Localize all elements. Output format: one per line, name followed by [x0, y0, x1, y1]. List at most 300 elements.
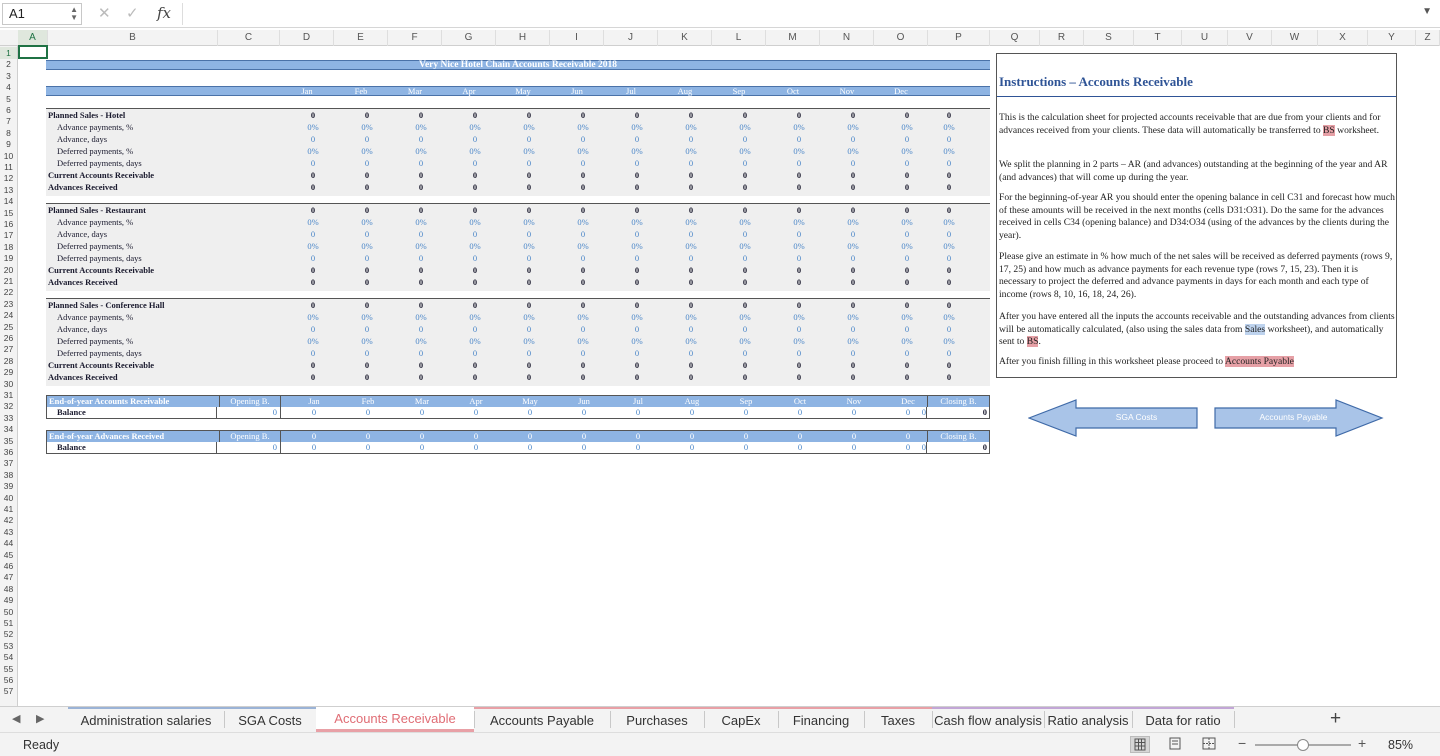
value-cell[interactable]: 0 [580, 348, 586, 358]
value-cell[interactable]: 0 [688, 348, 694, 358]
value-cell[interactable]: 0% [631, 122, 643, 132]
row-header-33[interactable]: 33 [3, 412, 14, 423]
value-cell[interactable]: 0% [361, 217, 373, 227]
value-cell[interactable]: 0 [742, 158, 748, 168]
value-cell[interactable]: 0% [469, 312, 481, 322]
column-header-c[interactable]: C [218, 30, 280, 46]
value-cell[interactable]: 0 [850, 324, 856, 334]
value-cell[interactable]: 0% [943, 217, 955, 227]
ar_table-opening-input[interactable]: 0 [219, 407, 281, 419]
ar_table-balance-cell[interactable]: 0 [581, 407, 587, 417]
column-header-h[interactable]: H [496, 30, 550, 46]
row-header-47[interactable]: 47 [3, 572, 14, 583]
value-cell[interactable]: 0% [631, 217, 643, 227]
row-header-16[interactable]: 16 [3, 219, 14, 229]
value-cell[interactable]: 0 [580, 134, 586, 144]
value-cell[interactable]: 0 [526, 253, 532, 263]
value-cell[interactable]: 0 [364, 253, 370, 263]
adv_table-head-value: 0 [905, 431, 911, 441]
value-cell[interactable]: 0% [739, 336, 751, 346]
ar_table-balance-cell[interactable]: 0 [743, 407, 749, 417]
row-header-2[interactable]: 2 [6, 59, 11, 70]
row-header-22[interactable]: 22 [3, 287, 14, 298]
value-cell[interactable]: 0% [415, 312, 427, 322]
adv_table-balance-cell[interactable]: 0 [905, 442, 911, 452]
value-cell[interactable]: 0% [847, 336, 859, 346]
row-header-25[interactable]: 25 [3, 321, 14, 332]
value-cell[interactable]: 0% [901, 312, 913, 322]
ar_table-balance-cell[interactable]: 0 [311, 407, 317, 417]
value-cell[interactable]: 0 [310, 348, 316, 358]
value-cell[interactable]: 0 [796, 348, 802, 358]
value-cell[interactable]: 0 [634, 229, 640, 239]
column-header-m[interactable]: M [766, 30, 820, 46]
adv_table-dec-cell[interactable]: 0 [903, 442, 927, 454]
expand-formula-bar-icon[interactable]: ▼ [1422, 6, 1432, 17]
value-cell[interactable]: 0 [310, 324, 316, 334]
column-header-w[interactable]: W [1272, 30, 1318, 46]
value-cell[interactable]: 0 [364, 348, 370, 358]
value-cell[interactable]: 0 [580, 158, 586, 168]
value-cell[interactable]: 0 [850, 158, 856, 168]
value-cell[interactable]: 0% [469, 241, 481, 251]
value-cell[interactable]: 0% [469, 217, 481, 227]
ar_table-balance-cell[interactable]: 0 [365, 407, 371, 417]
row-header-29[interactable]: 29 [3, 367, 14, 378]
bs-link-2[interactable]: BS [1026, 336, 1039, 348]
row-header-52[interactable]: 52 [3, 629, 14, 640]
adv_table-balance-cell[interactable]: 0 [473, 442, 479, 452]
adv_table-balance-cell[interactable]: 0 [527, 442, 533, 452]
value-cell[interactable]: 0 [364, 324, 370, 334]
value-cell[interactable]: 0 [526, 158, 532, 168]
value-cell[interactable]: 0 [850, 253, 856, 263]
row-header-41[interactable]: 41 [3, 504, 14, 514]
value-cell[interactable]: 0% [901, 336, 913, 346]
row-header-42[interactable]: 42 [3, 515, 14, 526]
value-cell[interactable]: 0 [418, 158, 424, 168]
value-cell[interactable]: 0% [469, 336, 481, 346]
value-cell[interactable]: 0% [901, 217, 913, 227]
value-cell[interactable]: 0% [793, 336, 805, 346]
row-header-21[interactable]: 21 [3, 276, 14, 286]
value-cell[interactable]: 0 [634, 253, 640, 263]
zoom-slider[interactable] [1255, 744, 1351, 746]
value-cell[interactable]: 0% [361, 122, 373, 132]
value-cell[interactable]: 0% [943, 122, 955, 132]
row-header-56[interactable]: 56 [3, 675, 14, 685]
row-header-14[interactable]: 14 [3, 196, 14, 207]
row-header-38[interactable]: 38 [3, 469, 14, 480]
value-cell[interactable]: 0% [943, 146, 955, 156]
value-cell[interactable]: 0 [364, 158, 370, 168]
row-header-17[interactable]: 17 [3, 230, 14, 241]
value-cell[interactable]: 0 [418, 253, 424, 263]
row-header-31[interactable]: 31 [3, 390, 14, 400]
value-cell[interactable]: 0% [307, 217, 319, 227]
page-break-view-icon[interactable] [1200, 736, 1220, 753]
value-cell[interactable]: 0 [364, 134, 370, 144]
value-cell[interactable]: 0 [796, 134, 802, 144]
value-cell[interactable]: 0 [850, 348, 856, 358]
value-cell[interactable]: 0% [577, 241, 589, 251]
value-cell[interactable]: 0 [904, 324, 910, 334]
row-header-30[interactable]: 30 [3, 378, 14, 389]
sales-link[interactable]: Sales [1244, 323, 1266, 335]
ar_table-balance-cell[interactable]: 0 [905, 407, 911, 417]
value-cell[interactable]: 0 [418, 229, 424, 239]
sheet-tab-sga-costs[interactable]: SGA Costs [224, 707, 316, 732]
value-cell[interactable]: 0% [847, 146, 859, 156]
adv_table-balance-cell[interactable]: 0 [797, 442, 803, 452]
row-header-39[interactable]: 39 [3, 481, 14, 492]
value-cell[interactable]: 0% [469, 122, 481, 132]
ar_table-balance-cell[interactable]: 0 [635, 407, 641, 417]
adv_table-balance-cell[interactable]: 0 [635, 442, 641, 452]
row-header-45[interactable]: 45 [3, 549, 14, 560]
row-header-11[interactable]: 11 [4, 162, 13, 172]
adv_table-balance-cell[interactable]: 0 [743, 442, 749, 452]
column-header-o[interactable]: O [874, 30, 928, 46]
value-cell[interactable]: 0 [580, 253, 586, 263]
value-cell[interactable]: 0% [523, 122, 535, 132]
value-cell[interactable]: 0 [634, 134, 640, 144]
row-header-20[interactable]: 20 [3, 264, 14, 275]
adv_table-balance-cell[interactable]: 0 [851, 442, 857, 452]
value-cell[interactable]: 0 [580, 229, 586, 239]
value-cell[interactable]: 0 [472, 324, 478, 334]
value-cell[interactable]: 0% [307, 146, 319, 156]
value-cell[interactable]: 0% [739, 217, 751, 227]
value-cell[interactable]: 0% [523, 336, 535, 346]
row-header-27[interactable]: 27 [3, 344, 14, 355]
adv_table-balance-cell[interactable]: 0 [365, 442, 371, 452]
adv_table-balance-cell[interactable]: 0 [581, 442, 587, 452]
value-cell[interactable]: 0 [904, 158, 910, 168]
add-sheet-icon[interactable]: + [1330, 708, 1342, 729]
column-header-t[interactable]: T [1134, 30, 1182, 46]
ar_table-balance-cell[interactable]: 0 [797, 407, 803, 417]
row-header-5[interactable]: 5 [6, 93, 11, 104]
value-cell[interactable]: 0% [847, 122, 859, 132]
row-header-9[interactable]: 9 [6, 139, 11, 150]
adv_table-balance-cell[interactable]: 0 [311, 442, 317, 452]
value-cell[interactable]: 0 [796, 229, 802, 239]
column-header-b[interactable]: B [48, 30, 218, 46]
sheet-tab-financing[interactable]: Financing [778, 707, 864, 732]
value-cell[interactable]: 0% [901, 241, 913, 251]
value-cell[interactable]: 0 [796, 324, 802, 334]
value-cell[interactable]: 0 [418, 348, 424, 358]
value-cell[interactable]: 0 [310, 253, 316, 263]
next-tab-icon[interactable]: ▶ [36, 713, 45, 725]
column-header-x[interactable]: X [1318, 30, 1368, 46]
value-cell[interactable]: 0% [307, 241, 319, 251]
value-cell[interactable]: 0% [847, 312, 859, 322]
value-cell[interactable]: 0 [796, 253, 802, 263]
row-header-3[interactable]: 3 [6, 70, 11, 81]
row-header-48[interactable]: 48 [3, 583, 14, 594]
adv_table-balance-cell[interactable]: 0 [689, 442, 695, 452]
value-cell[interactable]: 0% [739, 312, 751, 322]
bs-link[interactable]: BS [1323, 124, 1335, 136]
column-header-f[interactable]: F [388, 30, 442, 46]
row-header-49[interactable]: 49 [3, 595, 14, 606]
value-cell[interactable]: 0 [526, 348, 532, 358]
value-cell[interactable]: 0% [307, 336, 319, 346]
value-cell[interactable]: 0 [418, 134, 424, 144]
sheet-tab-accounts-receivable[interactable]: Accounts Receivable [316, 707, 474, 732]
column-header-r[interactable]: R [1040, 30, 1084, 46]
row-header-26[interactable]: 26 [3, 333, 14, 343]
value-cell[interactable]: 0% [415, 146, 427, 156]
value-cell[interactable]: 0% [685, 312, 697, 322]
row-header-53[interactable]: 53 [3, 640, 14, 651]
column-header-d[interactable]: D [280, 30, 334, 46]
value-cell[interactable]: 0% [415, 217, 427, 227]
row-header-23[interactable]: 23 [3, 298, 14, 309]
value-cell[interactable]: 0% [901, 146, 913, 156]
value-cell[interactable]: 0 [526, 324, 532, 334]
prev-sheet-button[interactable] [1028, 399, 1200, 437]
adv_table-opening-input[interactable]: 0 [219, 442, 281, 454]
value-cell[interactable]: 0% [847, 217, 859, 227]
value-cell[interactable]: 0 [688, 229, 694, 239]
column-header-z[interactable]: Z [1416, 30, 1440, 46]
value-cell[interactable]: 0% [415, 336, 427, 346]
sheet-tab-cash-flow-analysis[interactable]: Cash flow analysis [932, 707, 1044, 732]
column-header-e[interactable]: E [334, 30, 388, 46]
value-cell[interactable]: 0 [742, 324, 748, 334]
row-header-54[interactable]: 54 [3, 652, 14, 663]
ar_table-balance-cell[interactable]: 0 [689, 407, 695, 417]
ar_table-balance-cell[interactable]: 0 [851, 407, 857, 417]
value-cell[interactable]: 0% [685, 146, 697, 156]
value-cell[interactable]: 0 [310, 134, 316, 144]
column-header-g[interactable]: G [442, 30, 496, 46]
value-cell[interactable]: 0% [847, 241, 859, 251]
value-cell[interactable]: 0 [310, 229, 316, 239]
value-cell[interactable]: 0 [742, 253, 748, 263]
value-cell[interactable]: 0% [739, 122, 751, 132]
row-header-36[interactable]: 36 [3, 447, 14, 457]
value-cell[interactable]: 0% [793, 146, 805, 156]
value-cell[interactable]: 0% [523, 217, 535, 227]
cancel-icon[interactable]: ✕ [98, 5, 111, 22]
value-cell[interactable]: 0 [796, 158, 802, 168]
next-sheet-button[interactable] [1214, 399, 1384, 437]
value-cell[interactable]: 0% [901, 122, 913, 132]
zoom-out-icon[interactable]: − [1238, 735, 1247, 751]
name-box-stepper-icon[interactable]: ▲ ▼ [70, 5, 78, 22]
column-header-q[interactable]: Q [990, 30, 1040, 46]
row-header-40[interactable]: 40 [3, 492, 14, 503]
value-cell[interactable]: 0 [688, 253, 694, 263]
column-header-k[interactable]: K [658, 30, 712, 46]
column-header-s[interactable]: S [1084, 30, 1134, 46]
row-header-10[interactable]: 10 [3, 150, 14, 161]
sheet-tab-administration-salaries[interactable]: Administration salaries [68, 707, 224, 732]
row-header-13[interactable]: 13 [3, 184, 14, 195]
value-cell[interactable]: 0% [361, 336, 373, 346]
row-header-1[interactable]: 1 [0, 47, 17, 59]
row-header-18[interactable]: 18 [3, 241, 14, 252]
value-cell[interactable]: 0% [631, 312, 643, 322]
value-cell[interactable]: 0% [361, 312, 373, 322]
value-cell[interactable]: 0% [361, 146, 373, 156]
row-header-8[interactable]: 8 [6, 127, 11, 138]
value-cell[interactable]: 0% [631, 146, 643, 156]
column-header-a[interactable]: A [18, 30, 48, 46]
value-cell[interactable]: 0% [523, 241, 535, 251]
value-cell[interactable]: 0% [469, 146, 481, 156]
value-cell[interactable]: 0% [577, 122, 589, 132]
row-header-55[interactable]: 55 [3, 663, 14, 674]
value-cell[interactable]: 0% [577, 146, 589, 156]
value-cell[interactable]: 0% [577, 217, 589, 227]
row-header-35[interactable]: 35 [3, 435, 14, 446]
value-cell[interactable]: 0% [415, 122, 427, 132]
row-header-12[interactable]: 12 [3, 173, 14, 184]
value-cell[interactable]: 0% [943, 336, 955, 346]
value-cell[interactable]: 0% [631, 241, 643, 251]
zoom-in-icon[interactable]: + [1358, 735, 1367, 751]
value-cell[interactable]: 0% [685, 217, 697, 227]
ar_table-balance-cell[interactable]: 0 [527, 407, 533, 417]
value-cell[interactable]: 0 [850, 229, 856, 239]
value-cell[interactable]: 0 [904, 229, 910, 239]
sheet-tab-accounts-payable[interactable]: Accounts Payable [474, 707, 610, 732]
row-header-24[interactable]: 24 [3, 310, 14, 321]
column-header-l[interactable]: L [712, 30, 766, 46]
sheet-tab-data-for-ratio[interactable]: Data for ratio [1132, 707, 1234, 732]
row-header-19[interactable]: 19 [3, 253, 14, 264]
value-cell[interactable]: 0% [307, 312, 319, 322]
value-cell[interactable]: 0 [946, 324, 952, 334]
column-header-u[interactable]: U [1182, 30, 1228, 46]
value-cell[interactable]: 0 [634, 348, 640, 358]
value-cell[interactable]: 0 [904, 134, 910, 144]
value-cell[interactable]: 0 [742, 348, 748, 358]
value-cell[interactable]: 0 [418, 324, 424, 334]
row-header-32[interactable]: 32 [3, 401, 14, 412]
row-header-7[interactable]: 7 [6, 116, 11, 127]
sheet-tab-taxes[interactable]: Taxes [864, 707, 932, 732]
row-header-43[interactable]: 43 [3, 526, 14, 537]
row-header-28[interactable]: 28 [3, 355, 14, 366]
value-cell[interactable]: 0% [361, 241, 373, 251]
value-cell[interactable]: 0 [850, 134, 856, 144]
value-cell[interactable]: 0 [472, 134, 478, 144]
value-cell[interactable]: 0 [526, 229, 532, 239]
row-header-6[interactable]: 6 [6, 105, 11, 115]
column-header-j[interactable]: J [604, 30, 658, 46]
value-cell[interactable]: 0 [310, 158, 316, 168]
value-cell[interactable]: 0 [904, 348, 910, 358]
value-cell[interactable]: 0% [793, 241, 805, 251]
value-cell[interactable]: 0 [904, 253, 910, 263]
zoom-slider-thumb[interactable] [1297, 739, 1309, 751]
value-cell[interactable]: 0 [742, 134, 748, 144]
value-cell[interactable]: 0 [580, 324, 586, 334]
value-cell[interactable]: 0% [577, 312, 589, 322]
value-cell[interactable]: 0 [364, 229, 370, 239]
row-header-46[interactable]: 46 [3, 561, 14, 571]
column-header-y[interactable]: Y [1368, 30, 1416, 46]
prev-tab-icon[interactable]: ◀ [12, 713, 21, 725]
value-cell[interactable]: 0% [523, 146, 535, 156]
value-cell[interactable]: 0 [946, 253, 952, 263]
value-cell[interactable]: 0% [415, 241, 427, 251]
insert-function-icon[interactable]: fx [157, 4, 172, 22]
row-header-4[interactable]: 4 [6, 82, 11, 93]
normal-view-icon[interactable] [1130, 736, 1150, 753]
column-header-n[interactable]: N [820, 30, 874, 46]
value-cell[interactable]: 0 [472, 158, 478, 168]
value-cell[interactable]: 0 [946, 158, 952, 168]
value-cell[interactable]: 0 [634, 158, 640, 168]
page-layout-view-icon[interactable] [1166, 736, 1186, 753]
value-cell[interactable]: 0% [685, 241, 697, 251]
ar_table-balance-cell[interactable]: 0 [419, 407, 425, 417]
row-header-44[interactable]: 44 [3, 538, 14, 549]
row-header-15[interactable]: 15 [3, 207, 14, 218]
accounts-payable-link[interactable]: Accounts Payable [1224, 356, 1294, 367]
value-cell[interactable]: 0% [685, 122, 697, 132]
row-header-34[interactable]: 34 [3, 424, 14, 435]
value-cell[interactable]: 0% [793, 217, 805, 227]
confirm-icon[interactable]: ✓ [126, 5, 139, 22]
value-cell[interactable]: 0 [946, 134, 952, 144]
value-cell[interactable]: 0% [739, 241, 751, 251]
value-cell[interactable]: 0% [577, 336, 589, 346]
sheet-tab-purchases[interactable]: Purchases [610, 707, 704, 732]
ar_table-dec-cell[interactable]: 0 [903, 407, 927, 419]
row-header-37[interactable]: 37 [3, 458, 14, 469]
row-header-50[interactable]: 50 [3, 606, 14, 617]
value-cell[interactable]: 0 [688, 324, 694, 334]
value-cell[interactable]: 0% [307, 122, 319, 132]
value-cell[interactable]: 0 [946, 229, 952, 239]
row-header-51[interactable]: 51 [3, 618, 14, 628]
sheet-tab-ratio-analysis[interactable]: Ratio analysis [1044, 707, 1132, 732]
value-cell[interactable]: 0% [685, 336, 697, 346]
column-header-i[interactable]: I [550, 30, 604, 46]
adv_table-balance-cell[interactable]: 0 [419, 442, 425, 452]
value-cell[interactable]: 0 [688, 158, 694, 168]
value-cell[interactable]: 0% [523, 312, 535, 322]
row-header-57[interactable]: 57 [3, 686, 14, 697]
value-cell[interactable]: 0% [631, 336, 643, 346]
value-cell[interactable]: 0 [526, 134, 532, 144]
column-header-v[interactable]: V [1228, 30, 1272, 46]
column-header-p[interactable]: P [928, 30, 990, 46]
value-cell[interactable]: 0% [793, 122, 805, 132]
value-cell[interactable]: 0 [946, 348, 952, 358]
value-cell[interactable]: 0% [739, 146, 751, 156]
value-cell[interactable]: 0% [943, 312, 955, 322]
value-cell[interactable]: 0 [634, 324, 640, 334]
value-cell[interactable]: 0 [472, 348, 478, 358]
value-cell[interactable]: 0% [943, 241, 955, 251]
value-cell[interactable]: 0% [793, 312, 805, 322]
value-cell[interactable]: 0 [688, 134, 694, 144]
ar_table-balance-cell[interactable]: 0 [473, 407, 479, 417]
sheet-tab-capex[interactable]: CapEx [704, 707, 778, 732]
value-cell[interactable]: 0 [472, 229, 478, 239]
value-cell[interactable]: 0 [472, 253, 478, 263]
value-cell[interactable]: 0 [742, 229, 748, 239]
